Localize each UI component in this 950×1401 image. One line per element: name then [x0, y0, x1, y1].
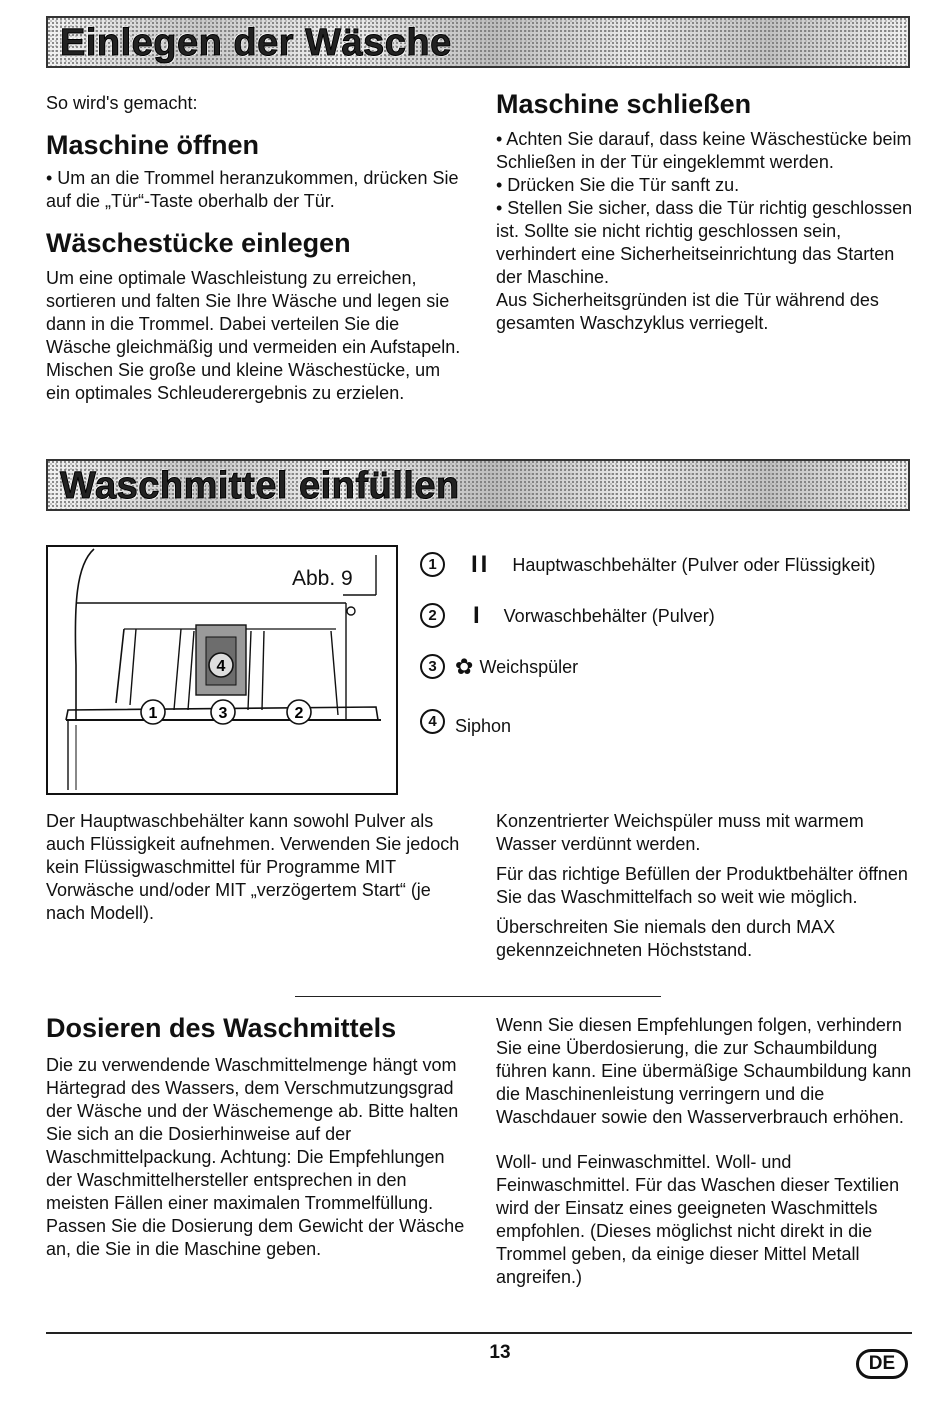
- dosing-text: Die zu verwendende Waschmittelmenge hängt vom Härtegrad des Wassers, dem Verschmutzungsgrad der Wäsche und der Wäschemenge ab. Bitte halten Sie sich an die Dosierhinweise auf der Waschmittelpackung. Achtung: Die Empfehlungen der Waschmittelhersteller entsprechen in den meisten Fällen einer maximalen Trommelfüllung. Passen Sie die Dosierung dem Gewicht der Wäsche an, die Sie in die Maschine geben.: [46, 1055, 465, 1259]
- figure-marker-1: 1: [148, 705, 158, 722]
- section-banner-einlegen: [46, 16, 910, 68]
- overdose-note: Wenn Sie diesen Empfehlungen folgen, verhindern Sie eine Überdosierung, die zur Schaumbildung führen kann. Eine übermäßige Schaumbildung kann die Maschinenleistung verringern und die Waschdauer sowie den Wasserverbrauch erhöhen.: [496, 1015, 912, 1127]
- right-column-dosing: [496, 1014, 916, 1289]
- legend-symbol: I: [473, 601, 480, 629]
- detergent-drawer-figure: [46, 545, 398, 795]
- heading-maschine-schliessen: Maschine schließen: [496, 89, 752, 119]
- legend-item: [420, 654, 578, 679]
- figure-label: Abb. 9: [292, 567, 353, 590]
- footer-rule: [46, 1332, 912, 1334]
- filling-note: Für das richtige Befüllen der Produktbehälter öffnen Sie das Waschmittelfach so weit wie möglich.: [496, 864, 908, 907]
- figure-marker-2: 2: [294, 705, 304, 722]
- legend-item: [420, 704, 511, 738]
- divider-line: [295, 996, 661, 997]
- legend-text: Vorwaschbehälter (Pulver): [503, 605, 715, 626]
- wool-note: Woll- und Feinwaschmittel. Woll- und Feinwaschmittel. Für das Waschen dieser Textilien wird der Einsatz eines geeigneten Waschmittels empfohlen. (Dieses möglichst nicht direkt in die Trommel geben, da einige dieser Mittel Metall angreifen.): [496, 1152, 900, 1287]
- section-title: Einlegen der Wäsche: [60, 22, 452, 64]
- open-text: • Um an die Trommel heranzukommen, drücken Sie auf die „Tür“-Taste oberhalb der Tür.: [46, 168, 459, 211]
- left-column-detergent: [46, 810, 466, 925]
- close-bullet-2: • Drücken Sie die Tür sanft zu.: [496, 175, 740, 195]
- figure-marker-3: 3: [218, 705, 228, 722]
- softener-note: Konzentrierter Weichspüler muss mit warmem Wasser verdünnt werden.: [496, 811, 864, 854]
- heading-maschine-oeffnen: Maschine öffnen: [46, 130, 260, 160]
- legend-number: 2: [420, 603, 445, 628]
- section-title: Waschmittel einfüllen: [60, 465, 460, 507]
- legend-number: 1: [420, 552, 445, 577]
- intro-text: So wird's gemacht:: [46, 93, 198, 113]
- section-banner-waschmittel: [46, 459, 910, 511]
- close-note: Aus Sicherheitsgründen ist die Tür während des gesamten Waschzyklus verriegelt.: [496, 290, 879, 333]
- legend-text: Weichspüler: [479, 656, 579, 677]
- legend-text: Hauptwaschbehälter (Pulver oder Flüssigkeit): [512, 554, 876, 575]
- legend-item: [420, 552, 876, 577]
- page-number: 13: [489, 1342, 511, 1363]
- legend-number: 3: [420, 654, 445, 679]
- close-bullet-3: • Stellen Sie sicher, dass die Tür richtig geschlossen ist. Sollte sie nicht richtig geschlossen sein, verhindert eine Sicherheitseinrichtung das Starten der Maschine.: [496, 198, 913, 287]
- heading-dosieren: Dosieren des Waschmittels: [46, 1013, 397, 1043]
- close-bullet-1: • Achten Sie darauf, dass keine Wäschestücke beim Schließen in der Tür eingeklemmt werden.: [496, 129, 912, 172]
- language-badge: DE: [856, 1349, 908, 1379]
- legend-symbol: II: [471, 550, 491, 578]
- max-note: Überschreiten Sie niemals den durch MAX gekennzeichneten Höchststand.: [496, 917, 836, 960]
- right-column-closing: [496, 88, 914, 335]
- legend-number: 4: [420, 709, 445, 734]
- legend-text: Siphon: [455, 716, 512, 736]
- legend-item: [420, 603, 715, 628]
- left-column-loading: [46, 92, 461, 405]
- right-column-detergent: [496, 810, 916, 962]
- heading-waeschestuecke-einlegen: Wäschestücke einlegen: [46, 228, 351, 258]
- load-text: Um eine optimale Waschleistung zu erreichen, sortieren und falten Sie Ihre Wäsche und legen sie dann in die Trommel. Dabei verteilen Sie die Wäsche gleichmäßig und vermeiden ein Aufstapeln. Mischen Sie große und kleine Wäschestücke, um ein optimales Schleuderergebnis zu erzielen.: [46, 268, 461, 403]
- softener-flower-icon: ✿: [455, 653, 474, 679]
- detergent-text: Der Hauptwaschbehälter kann sowohl Pulver als auch Flüssigkeit aufnehmen. Verwenden Sie jedoch kein Flüssigwaschmittel für Programme MIT Vorwäsche und/oder MIT „verzögertem Start“ (je nach Modell).: [46, 811, 460, 923]
- figure-marker-4: 4: [216, 658, 226, 675]
- left-column-dosing: [46, 1012, 466, 1261]
